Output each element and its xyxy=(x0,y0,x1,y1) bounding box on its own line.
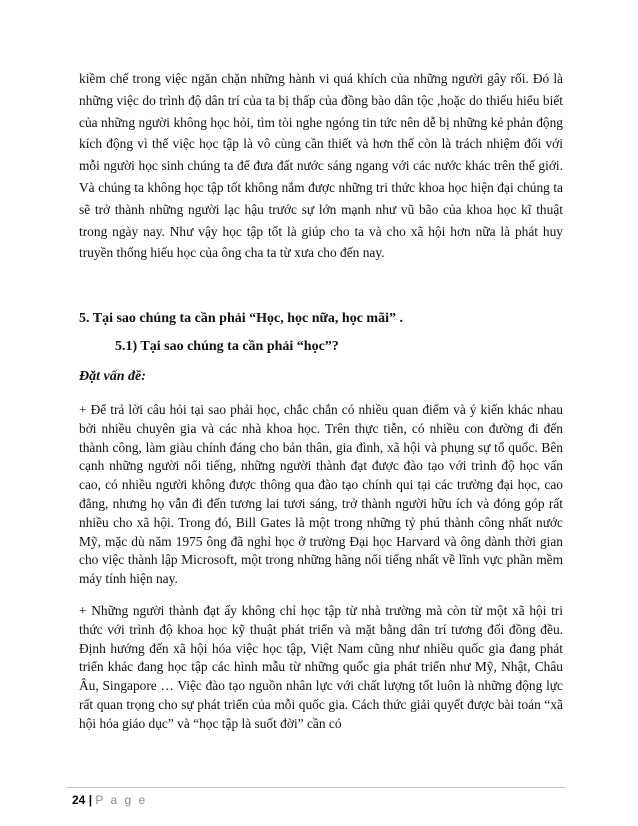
footer-separator: | xyxy=(88,793,93,807)
page-footer xyxy=(72,793,147,807)
page-number: 24 xyxy=(72,793,86,807)
body-paragraph-knowledge-society: + Những người thành đạt ấy không chỉ học tập từ nhà trường mà còn từ một xã hội tri thức với trình độ khoa học kỹ thuật phát triển và mặt bằng dân trí tương đối đồng đều. Định hướng đến xã hội hóa việc học tập, Việt Nam cũng như nhiều quốc gia đang phát triển khác đang học tập các hình mẫu từ những quốc gia phát triển như Mỹ, Nhật, Châu Âu, Singapore … Việc đào tạo nguồn nhân lực với chất lượng tốt luôn là những động lực rất quan trọng cho sự phát triển của mỗi quốc gia. Cách thức giải quyết được bài toán “xã hội hóa giáo dục” và “học tập là suốt đời” cần có xyxy=(79,603,563,731)
section-heading-5: 5. Tại sao chúng ta cần phải “Học, học nữa, học mãi” . xyxy=(79,311,403,326)
subsection-heading-5-1: 5.1) Tại sao chúng ta cần phải “học”? xyxy=(115,339,339,354)
body-paragraph-why-learn: + Để trả lời câu hỏi tại sao phải học, chắc chắn có nhiều quan điểm và ý kiến khác nhau bởi nhiều chuyên gia và các nhà khoa học. Trên thực tiễn, có nhiều con đường đi đến thành công, làm giàu chính đáng cho bản thân, gia đình, xã hội và phụng sự tổ quốc. Bên cạnh những người nổi tiếng, những người thành đạt được đào tạo với trình độ học vấn cao, có nhiều người không được thông qua đào tạo chính qui tại các trường đại học, cao đẳng, nhưng họ vẫn đi đến tương lai tươi sáng, trở thành người hữu ích và đóng góp rất nhiều cho xã hội. Trong đó, Bill Gates là một trong những tỷ phú thành công nhất nước Mỹ, mặc dù năm 1975 ông đã nghỉ học ở trường Đại học Harvard và ông dành thời gian cho việc thành lập Microsoft, một trong những hãng nổi tiếng nhất về lĩnh vực phần mềm máy tính hiện nay. xyxy=(79,402,563,587)
problem-statement-label: Đặt vấn đề: xyxy=(79,369,146,384)
page-label: P a g e xyxy=(95,793,148,807)
footer-divider xyxy=(66,787,566,788)
body-paragraph-intro: kiềm chế trong việc ngăn chặn những hành vi quá khích của những người gây rối. Đó là những việc do trình độ dân trí của ta bị thấp của đồng bào dân tộc ,hoặc do thiếu hiểu biết của những người không học hỏi, tìm tòi nghe ngóng tin tức nên dễ bị những kẻ phản động kích động vì thế việc học tập là vô cùng cần thiết và hơn thế còn là trách nhiệm đối với mỗi người học sinh chúng ta để đưa đất nước sáng ngang với các nước khác trên thế giới. Và chúng ta không học tập tốt không nắm được những tri thức khoa học hiện đại chúng ta sẽ trở thành những người lạc hậu trước sự lớn mạnh như vũ bão của khoa học kĩ thuật trong ngày nay. Như vậy học tập tốt là giúp cho ta và cho xã hội hơn nữa là phát huy truyền thống hiếu học của ông cha ta từ xưa cho đến nay. xyxy=(79,71,563,261)
